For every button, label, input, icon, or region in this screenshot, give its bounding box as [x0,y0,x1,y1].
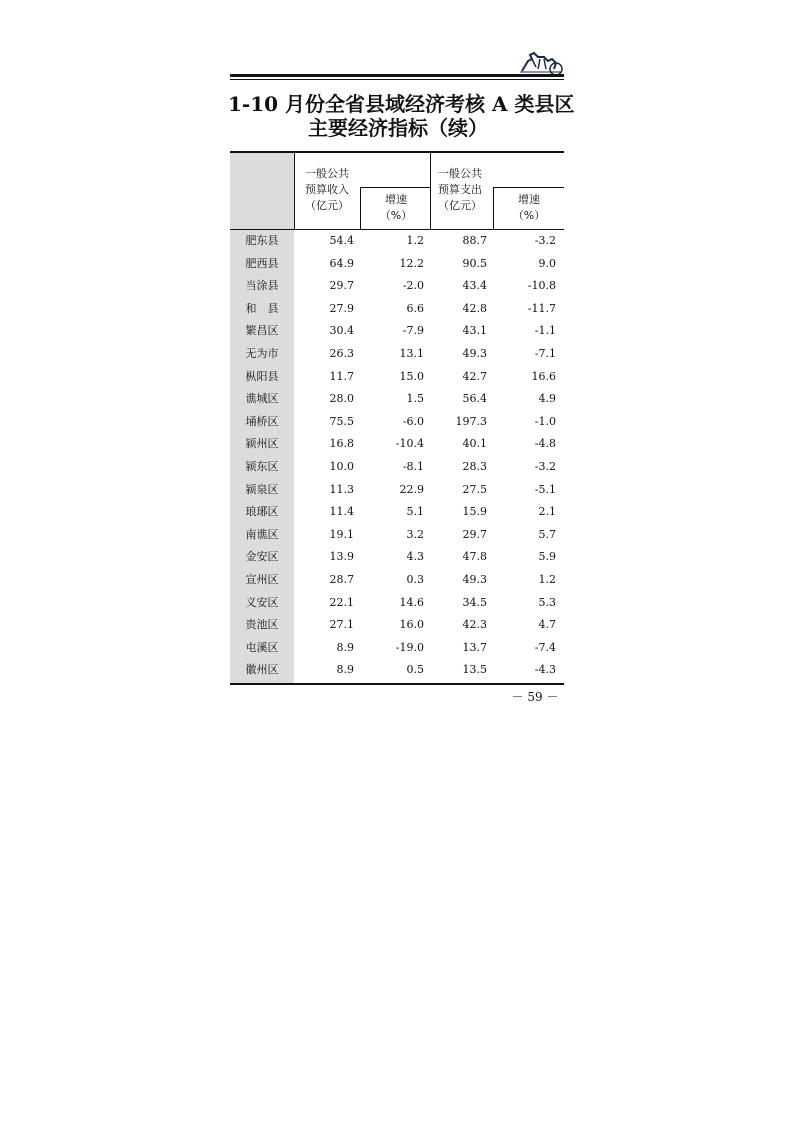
title-line-1: 1-10 月份全省县域经济考核 A 类县区 [228,92,575,116]
header-revenue-growth: 增速 （%） [379,193,413,222]
county-name: 琅琊区 [245,505,279,519]
table-row [230,524,564,546]
expenditure-growth-value: 16.6 [531,369,556,383]
county-name: 义安区 [245,595,279,609]
table-row [230,456,564,478]
revenue-value: 26.3 [329,347,354,360]
revenue-growth-value: 0.3 [406,573,424,586]
expenditure-value: 90.5 [462,256,487,270]
expenditure-value: 49.3 [462,573,487,586]
county-name: 宣州区 [245,573,279,586]
expenditure-value: 27.5 [462,482,487,496]
expenditure-growth-value: 4.7 [538,618,556,632]
revenue-growth-value: 4.3 [406,550,424,564]
revenue-value: 19.1 [329,527,354,541]
expenditure-growth-value: -3.2 [534,234,556,247]
revenue-growth-value: 0.5 [406,663,424,677]
expenditure-value: 42.8 [462,301,487,315]
county-name: 南谯区 [245,527,279,541]
expenditure-value: 13.5 [462,663,487,677]
expenditure-growth-value: -5.1 [534,482,556,496]
table-row [230,366,564,388]
table-row [230,230,564,252]
header-revenue: 一般公共 预算收入 （亿元） [305,167,349,212]
county-name: 金安区 [245,550,279,564]
table-row [230,637,564,659]
revenue-growth-value: 1.5 [406,392,424,406]
revenue-growth-value: -2.0 [402,279,424,293]
header-subrule [360,187,430,188]
expenditure-growth-value: 1.2 [538,573,556,586]
horse-carriage-logo-icon [518,47,564,77]
expenditure-value: 47.8 [462,550,487,564]
revenue-value: 29.7 [329,279,354,293]
table-row [230,343,564,365]
county-name: 和 县 [245,301,279,315]
expenditure-value: 88.7 [462,234,487,247]
revenue-growth-value: -7.9 [402,324,424,338]
county-name: 肥东县 [245,234,279,247]
header-rule-thin [230,79,564,80]
table-row [230,614,564,636]
header-divider [360,188,361,229]
table-row [230,253,564,275]
revenue-value: 64.9 [329,256,354,270]
revenue-value: 8.9 [336,663,354,677]
expenditure-value: 28.3 [462,460,487,473]
county-name: 枞阳县 [245,369,279,383]
table-row [230,479,564,501]
table-row [230,659,564,681]
revenue-growth-value: 3.2 [406,527,424,541]
header-divider [430,153,431,229]
expenditure-growth-value: 5.9 [538,550,556,564]
expenditure-growth-value: 2.1 [538,505,556,519]
revenue-growth-value: 5.1 [406,505,424,519]
revenue-value: 11.4 [329,505,354,519]
table-row [230,388,564,410]
county-name: 贵池区 [245,618,279,632]
expenditure-growth-value: -10.8 [527,279,556,293]
expenditure-value: 197.3 [455,414,487,428]
table-row [230,320,564,342]
expenditure-value: 43.1 [462,324,487,338]
page-number: － 59 － [511,690,559,704]
county-name: 肥西县 [245,256,279,270]
table-row [230,433,564,455]
table-row [230,592,564,614]
revenue-growth-value: -6.0 [402,414,424,428]
page-title [228,92,575,140]
revenue-value: 11.7 [329,369,354,383]
revenue-value: 16.8 [329,437,354,451]
header-rule-thick [230,74,564,77]
expenditure-growth-value: -3.2 [534,460,556,473]
revenue-value: 13.9 [329,550,354,564]
revenue-value: 10.0 [329,460,354,473]
revenue-value: 27.9 [329,301,354,315]
revenue-growth-value: -10.4 [395,437,424,451]
revenue-growth-value: 14.6 [399,595,424,609]
revenue-growth-value: 13.1 [399,347,424,360]
header-subrule [493,187,564,188]
expenditure-value: 42.7 [462,369,487,383]
revenue-value: 11.3 [329,482,354,496]
revenue-value: 28.7 [329,573,354,586]
table-row [230,569,564,591]
revenue-growth-value: -19.0 [395,640,424,654]
header-divider [493,188,494,229]
header-divider [294,153,295,229]
expenditure-value: 49.3 [462,347,487,360]
expenditure-value: 13.7 [462,640,487,654]
revenue-growth-value: -8.1 [402,460,424,473]
revenue-value: 27.1 [329,618,354,632]
revenue-value: 8.9 [336,640,354,654]
header-expenditure: 一般公共 预算支出 （亿元） [438,167,482,212]
expenditure-growth-value: 4.9 [538,392,556,406]
expenditure-growth-value: 5.3 [538,595,556,609]
county-name: 屯溪区 [245,640,279,654]
county-name: 颍州区 [245,437,279,451]
revenue-value: 28.0 [329,392,354,406]
expenditure-growth-value: -11.7 [527,301,556,315]
table-row [230,501,564,523]
expenditure-growth-value: -1.1 [534,324,556,338]
table-row [230,275,564,297]
expenditure-value: 40.1 [462,437,487,451]
table-row [230,298,564,320]
revenue-growth-value: 16.0 [399,618,424,632]
table-row [230,546,564,568]
expenditure-growth-value: -1.0 [534,414,556,428]
expenditure-growth-value: -7.1 [534,347,556,360]
revenue-value: 30.4 [329,324,354,338]
header-expenditure-growth: 增速 （%） [512,193,546,222]
table-top-rule [230,151,564,153]
table-bottom-rule [230,683,564,685]
revenue-value: 54.4 [329,234,354,247]
expenditure-growth-value: 5.7 [538,527,556,541]
county-name: 徽州区 [245,663,279,677]
expenditure-value: 29.7 [462,527,487,541]
county-name: 谯城区 [245,392,279,406]
county-name: 颍东区 [245,460,279,473]
expenditure-growth-value: -7.4 [534,640,556,654]
revenue-growth-value: 15.0 [399,369,424,383]
county-name: 颍泉区 [245,482,279,496]
revenue-growth-value: 22.9 [399,482,424,496]
revenue-growth-value: 12.2 [399,256,424,270]
expenditure-value: 42.3 [462,618,487,632]
expenditure-growth-value: -4.8 [534,437,556,451]
expenditure-value: 34.5 [462,595,487,609]
expenditure-value: 56.4 [462,392,487,406]
county-name: 当涂县 [245,279,279,293]
table-row [230,411,564,433]
expenditure-value: 15.9 [462,505,487,519]
county-name: 埇桥区 [245,414,279,428]
revenue-value: 75.5 [329,414,354,428]
expenditure-growth-value: -4.3 [534,663,556,677]
revenue-growth-value: 1.2 [406,234,424,247]
revenue-growth-value: 6.6 [406,301,424,315]
county-name: 繁昌区 [245,324,279,338]
expenditure-value: 43.4 [462,279,487,293]
county-name: 无为市 [245,347,279,360]
expenditure-growth-value: 9.0 [538,256,556,270]
title-line-2: 主要经济指标（续） [308,116,488,140]
revenue-value: 22.1 [329,595,354,609]
